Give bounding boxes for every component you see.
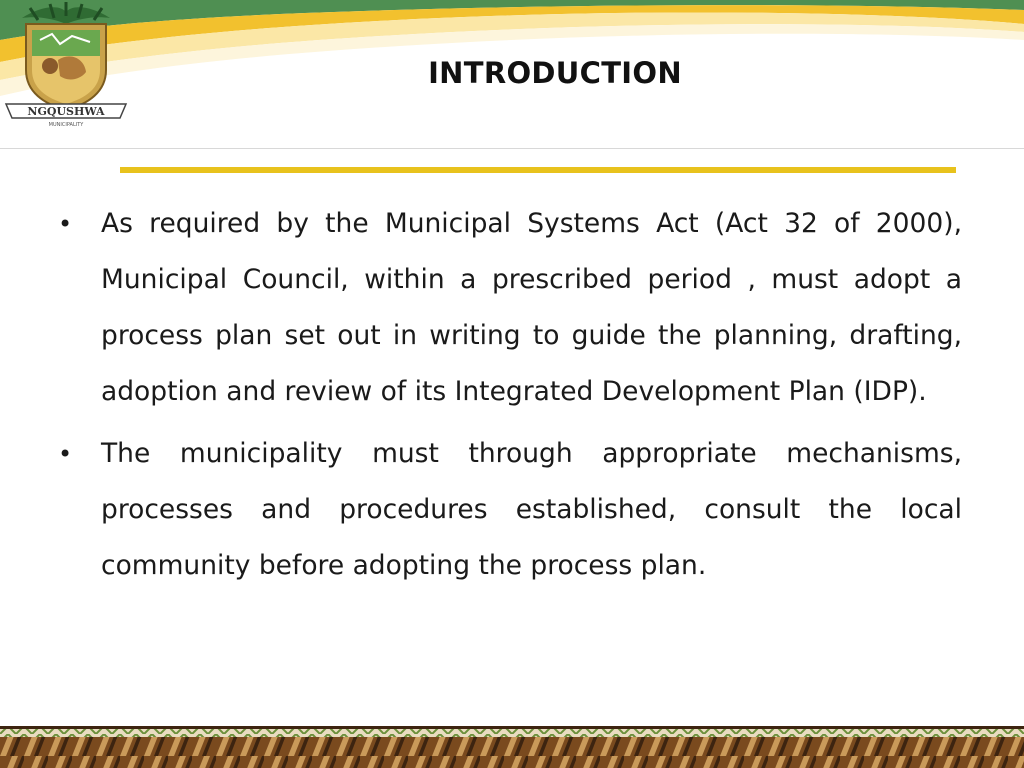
logo-banner-text: NGQUSHWA — [27, 105, 105, 118]
logo-sub-text: MUNICIPALITY — [48, 122, 84, 128]
slide-title: INTRODUCTION — [428, 56, 682, 90]
bullet-item — [56, 426, 962, 594]
header-banner — [0, 0, 1024, 150]
bullet-item — [56, 196, 962, 420]
bullet-marker: • — [58, 440, 73, 468]
title-underline — [120, 167, 956, 173]
bullet-marker: • — [58, 210, 73, 238]
bullet-list — [56, 196, 962, 600]
bullet-text: The municipality must through appropriate mechanisms, processes and procedures established, consult the local community before adopting the process plan. — [101, 438, 962, 581]
footer-pattern-band — [0, 726, 1024, 768]
bullet-text: As required by the Municipal Systems Act (Act 32 of 2000), Municipal Council, within a prescribed period , must adopt a process plan set out in writing to guide the planning, drafting, adoption and review of its Integrated Development Plan (IDP). — [101, 208, 962, 407]
